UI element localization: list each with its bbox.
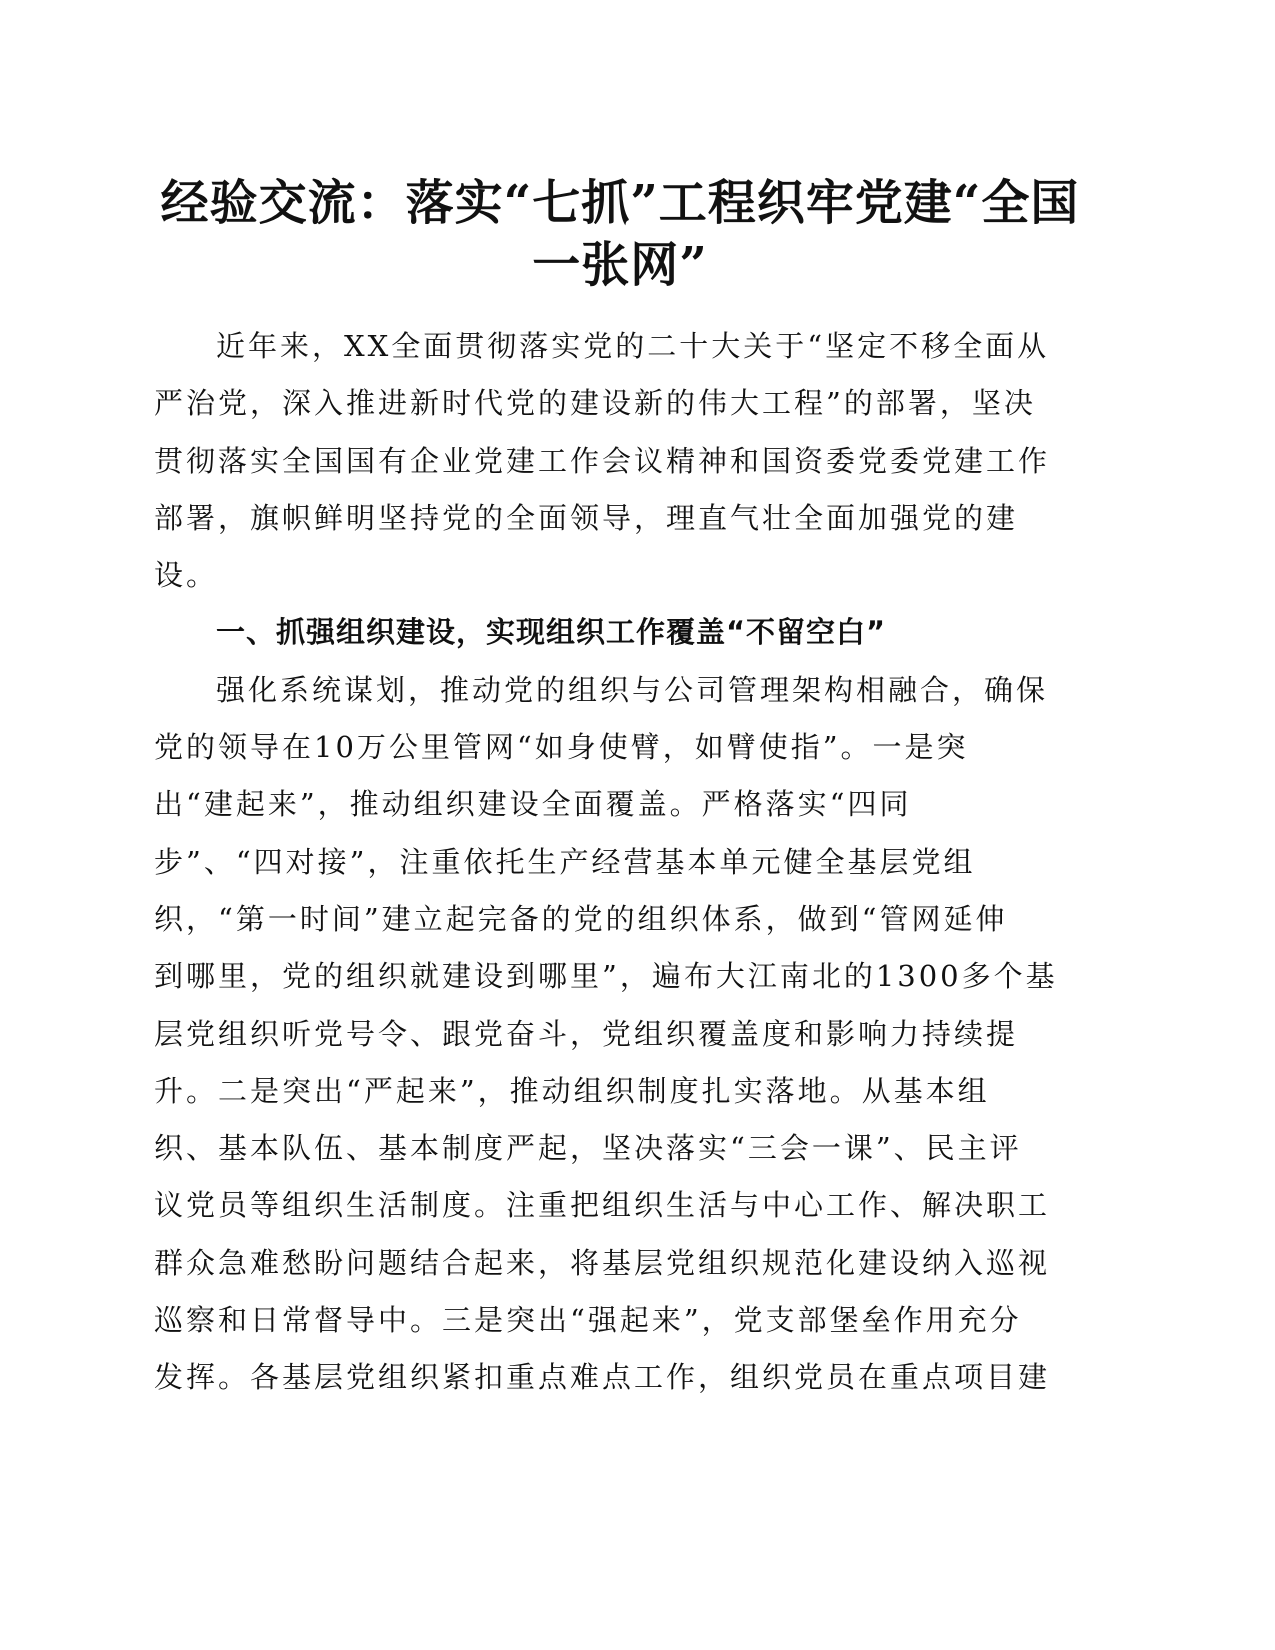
paragraph-line: 层党组织听党号令、跟党奋斗，党组织覆盖度和影响力持续提 bbox=[154, 1016, 1019, 1051]
paragraph-line: 巡察和日常督导中。三是突出“强起来”，党支部堡垒作用充分 bbox=[154, 1303, 1022, 1338]
section-heading: 一、抓强组织建设，实现组织工作覆盖“不留空白” bbox=[216, 615, 887, 650]
paragraph-line: 部署，旗帜鲜明坚持党的全面领导，理直气壮全面加强党的建 bbox=[154, 500, 1019, 535]
paragraph-line: 设。 bbox=[154, 558, 219, 593]
document-body bbox=[154, 318, 1094, 1407]
paragraph-line: 贯彻落实全国国有企业党建工作会议精神和国资委党委党建工作 bbox=[154, 443, 1051, 478]
paragraph-line: 出“建起来”，推动组织建设全面覆盖。严格落实“四同 bbox=[154, 787, 912, 822]
paragraph-line: 强化系统谋划，推动党的组织与公司管理架构相融合，确保 bbox=[216, 672, 1049, 707]
paragraph-line: 织，“第一时间”建立起完备的党的组织体系，做到“管网延伸 bbox=[154, 901, 1008, 936]
paragraph-line: 严治党，深入推进新时代党的建设新的伟大工程”的部署，坚决 bbox=[154, 386, 1036, 421]
paragraph-line: 升。二是突出“严起来”，推动组织制度扎实落地。从基本组 bbox=[154, 1073, 990, 1108]
document-title bbox=[150, 172, 1090, 296]
title-line: 经验交流：落实“七抓”工程织牢党建“全国 bbox=[160, 175, 1080, 231]
paragraph-line: 织、基本队伍、基本制度严起，坚决落实“三会一课”、民主评 bbox=[154, 1131, 1022, 1166]
paragraph-line: 步”、“四对接”，注重依托生产经营基本单元健全基层党组 bbox=[154, 844, 976, 879]
paragraph-line: 到哪里，党的组织就建设到哪里”，遍布大江南北的1300多个基 bbox=[154, 959, 1058, 994]
title-line: 一张网” bbox=[532, 237, 708, 293]
paragraph-line: 群众急难愁盼问题结合起来，将基层党组织规范化建设纳入巡视 bbox=[154, 1245, 1051, 1280]
paragraph-line: 议党员等组织生活制度。注重把组织生活与中心工作、解决职工 bbox=[154, 1188, 1051, 1223]
paragraph-line: 近年来，XX全面贯彻落实党的二十大关于“坚定不移全面从 bbox=[216, 329, 1050, 363]
paragraph-line: 党的领导在10万公里管网“如身使臂，如臂使指”。一是突 bbox=[154, 730, 969, 765]
paragraph-line: 发挥。各基层党组织紧扣重点难点工作，组织党员在重点项目建 bbox=[154, 1360, 1051, 1395]
